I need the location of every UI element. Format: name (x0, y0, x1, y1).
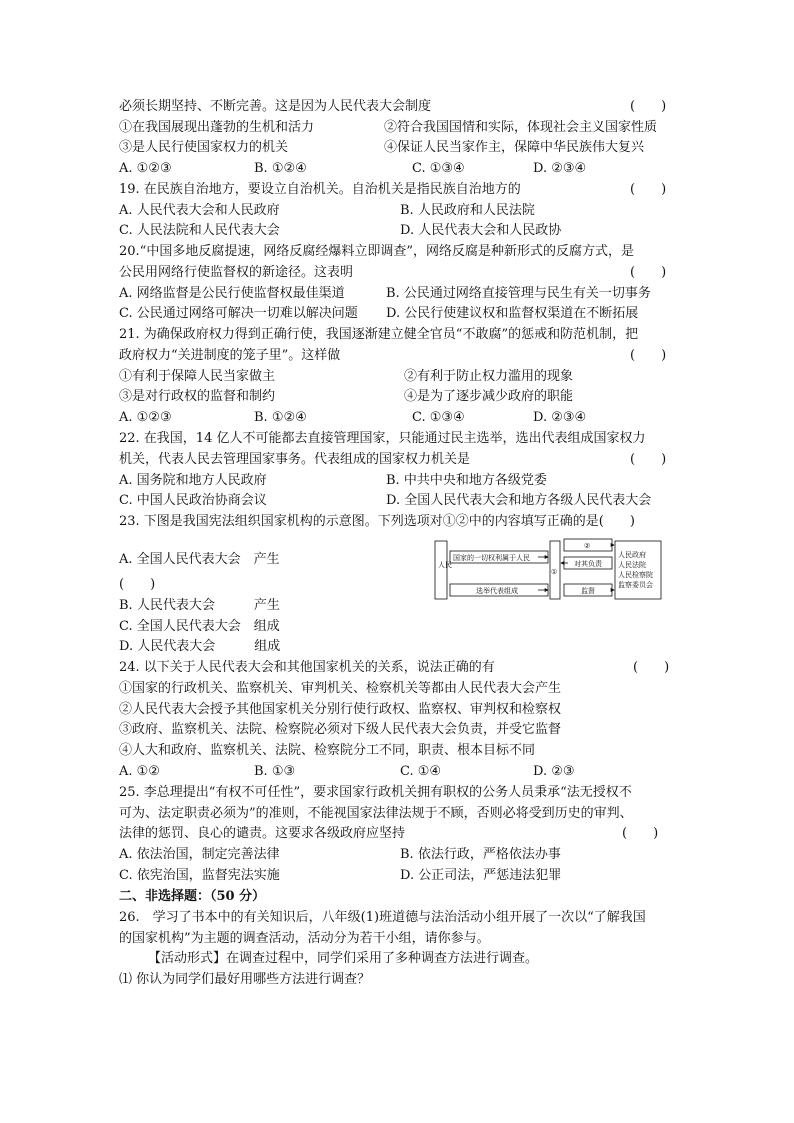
q24-option-1: ①国家的行政机关、监察机关、审判机关、检察机关等都由人民代表大会产生 (119, 681, 562, 696)
q24-stem: 24. 以下关于人民代表大会和其他国家机关的关系，说法正确的有 (119, 660, 495, 675)
q22-choice-d: D. 全国人民代表大会和地方各级人民代表大会 (386, 493, 652, 508)
q21-option-2: ②有利于防止权力滥用的现象 (404, 369, 574, 384)
section-2-title: 二、非选择题：（50 分） (119, 889, 266, 904)
q19-choice-b: B. 人民政府和人民法院 (400, 203, 535, 218)
q25-stem-line1: 25. 李总理提出“有权不可任性”，要求国家行政机关拥有职权的公务人员秉承“法无授权不 (119, 785, 632, 800)
organ-court: 人民法院 (618, 561, 646, 569)
q18-option-2: ②符合我国国情和实际，体现社会主义国家性质 (384, 120, 658, 135)
q18-stem: 必须长期坚持、不断完善。这是因为人民代表大会制度 (119, 99, 432, 114)
q25-choice-c: C. 依宪治国，监督宪法实施 (119, 868, 280, 883)
q22-choice-a: A. 国务院和地方人民政府 (119, 473, 267, 488)
q21-choice-c: C. ①③④ (412, 410, 465, 425)
q18-choice-d: D. ②③④ (533, 161, 587, 176)
q22-choice-c: C. 中国人民政治协商会议 (119, 493, 267, 508)
q22-stem-line2: 机关，代表人民去管理国家事务。代表组成的国家权力机关是 (119, 452, 471, 467)
q24-option-2: ②人民代表大会授予其他国家机关分别行使行政权、监察权、审判权和检察权 (119, 702, 562, 717)
q18-choice-b: B. ①②④ (254, 161, 307, 176)
q21-stem-line2: 政府权力“关进制度的笼子里”。这样做 (119, 348, 341, 363)
q18-choice-a: A. ①②③ (119, 161, 172, 176)
q24-option-4: ④人大和政府、监察机关、法院、检察院分工不同，职责、根本目标不同 (119, 743, 536, 758)
people-label: 人民 (438, 561, 452, 569)
organ-supervision-commission: 监察委员会 (618, 581, 653, 589)
q25-answer-bracket: ( ) (622, 826, 659, 841)
organ-government: 人民政府 (618, 551, 646, 559)
q18-choice-c: C. ①③④ (412, 161, 465, 176)
q23-choice-b: B. 人民代表大会 产生 (119, 598, 280, 613)
elect-text: 选举代表组成 (476, 587, 518, 595)
q18-option-3: ③是人民行使国家权力的机关 (119, 140, 289, 155)
q19-choice-d: D. 人民代表大会和人民政协 (400, 223, 562, 238)
q26-subquestion-1: ⑴ 你认为同学们最好用哪些方法进行调查？ (119, 972, 371, 987)
q25-stem-line2: 可为、法定职责必须为”的准则，不能视国家法律法规于不顾，否则必将受到历史的审判、 (119, 806, 633, 821)
q21-option-3: ③是对行政权的监督和制约 (119, 389, 276, 404)
organs-box (615, 541, 661, 599)
q24-choice-a: A. ①② (119, 764, 160, 779)
q25-stem-line3: 法律的惩罚、良心的谴责。这要求各级政府应坚持 (119, 826, 406, 841)
q20-stem-line1: 20.“中国多地反腐提速，网络反腐经爆料立即调查”，网络反腐是种新形式的反腐方式，是 (119, 244, 634, 259)
q20-choice-d: D. 公民行使建议权和监督权渠道在不断拓展 (386, 306, 639, 321)
q20-choice-b: B. 公民通过网络直接管理与民生有关一切事务 (386, 286, 651, 301)
q23-answer-bracket: ( ) (119, 577, 156, 592)
q21-stem-line1: 21. 为确保政府权力得到正确行使，我国逐渐建立健全官员“不敢腐”的惩戒和防范机制，把 (119, 327, 639, 342)
q24-choice-b: B. ①③ (254, 764, 296, 779)
q26-line2: 的国家机构”为主题的调查活动，活动分为若干小组，请你参与。 (119, 931, 490, 946)
q22-choice-b: B. 中共中央和地方各级党委 (386, 473, 547, 488)
q20-choice-c: C. 公民通过网络可解决一切难以解决问题 (119, 306, 358, 321)
q24-choice-c: C. ①④ (400, 764, 442, 779)
q24-answer-bracket: ( ) (633, 660, 670, 675)
q20-stem-line2: 公民用网络行使监督权的新途径。这表明 (119, 265, 354, 280)
q18-answer-bracket: ( ) (630, 99, 667, 114)
q25-choice-b: B. 依法行政，严格依法办事 (400, 847, 561, 862)
q21-choice-b: B. ①②④ (254, 410, 307, 425)
q20-choice-a: A. 网络监督是公民行使监督权最佳渠道 (119, 286, 345, 301)
q21-option-4: ④是为了逐步减少政府的职能 (404, 389, 574, 404)
q24-choice-d: D. ②③ (533, 764, 575, 779)
q26-activity-form: 【活动形式】在调查过程中，同学们采用了多种调查方法进行调查。 (148, 951, 539, 966)
q21-choice-d: D. ②③④ (533, 410, 587, 425)
q25-choice-d: D. 公正司法，严惩违法犯罪 (400, 868, 562, 883)
q19-answer-bracket: ( ) (630, 182, 667, 197)
organ-procuratorate: 人民检察院 (618, 571, 653, 579)
q24-option-3: ③政府、监察机关、法院、检察院必须对下级人民代表大会负责，并受它监督 (119, 722, 562, 737)
supervise-text: 监督 (581, 587, 595, 595)
q23-choice-c: C. 全国人民代表大会 组成 (119, 619, 280, 634)
q23-stem: 23. 下图是我国宪法组织国家机构的示意图。下列选项对①②中的内容填写正确的是( ) (119, 514, 635, 529)
q19-choice-a: A. 人民代表大会和人民政府 (119, 203, 280, 218)
q22-stem-line1: 22. 在我国，14 亿人不可能都去直接管理国家，只能通过民主选举，选出代表组成国家权力 (119, 431, 646, 446)
q19-stem: 19. 在民族自治地方，要设立自治机关。自治机关是指民族自治地方的 (119, 182, 521, 197)
blank-2-label: ② (584, 542, 591, 550)
q25-choice-a: A. 依法治国，制定完善法律 (119, 847, 280, 862)
q22-answer-bracket: ( ) (630, 452, 667, 467)
q23-choice-a: A. 全国人民代表大会 产生 (119, 552, 280, 567)
q23-choice-d: D. 人民代表大会 组成 (119, 639, 281, 654)
q19-choice-c: C. 人民法院和人民代表大会 (119, 223, 280, 238)
q21-answer-bracket: ( ) (630, 348, 667, 363)
q20-answer-bracket: ( ) (630, 265, 667, 280)
power-belongs-text: 国家的一切权利属于人民 (453, 554, 530, 562)
q18-option-1: ①在我国展现出蓬勃的生机和活力 (119, 120, 315, 135)
responsible-text: 对其负责 (574, 560, 602, 568)
q26-line1: 26. 学习了书本中的有关知识后，八年级(1)班道德与法治活动小组开展了一次以“了解我国 (119, 910, 646, 925)
q21-choice-a: A. ①②③ (119, 410, 172, 425)
people-box (435, 541, 447, 599)
state-organs-diagram (434, 537, 662, 603)
blank-1-label: ① (551, 568, 558, 576)
q21-option-1: ①有利于保障人民当家做主 (119, 369, 276, 384)
q18-option-4: ④保证人民当家作主，保障中华民族伟大复兴 (384, 140, 645, 155)
